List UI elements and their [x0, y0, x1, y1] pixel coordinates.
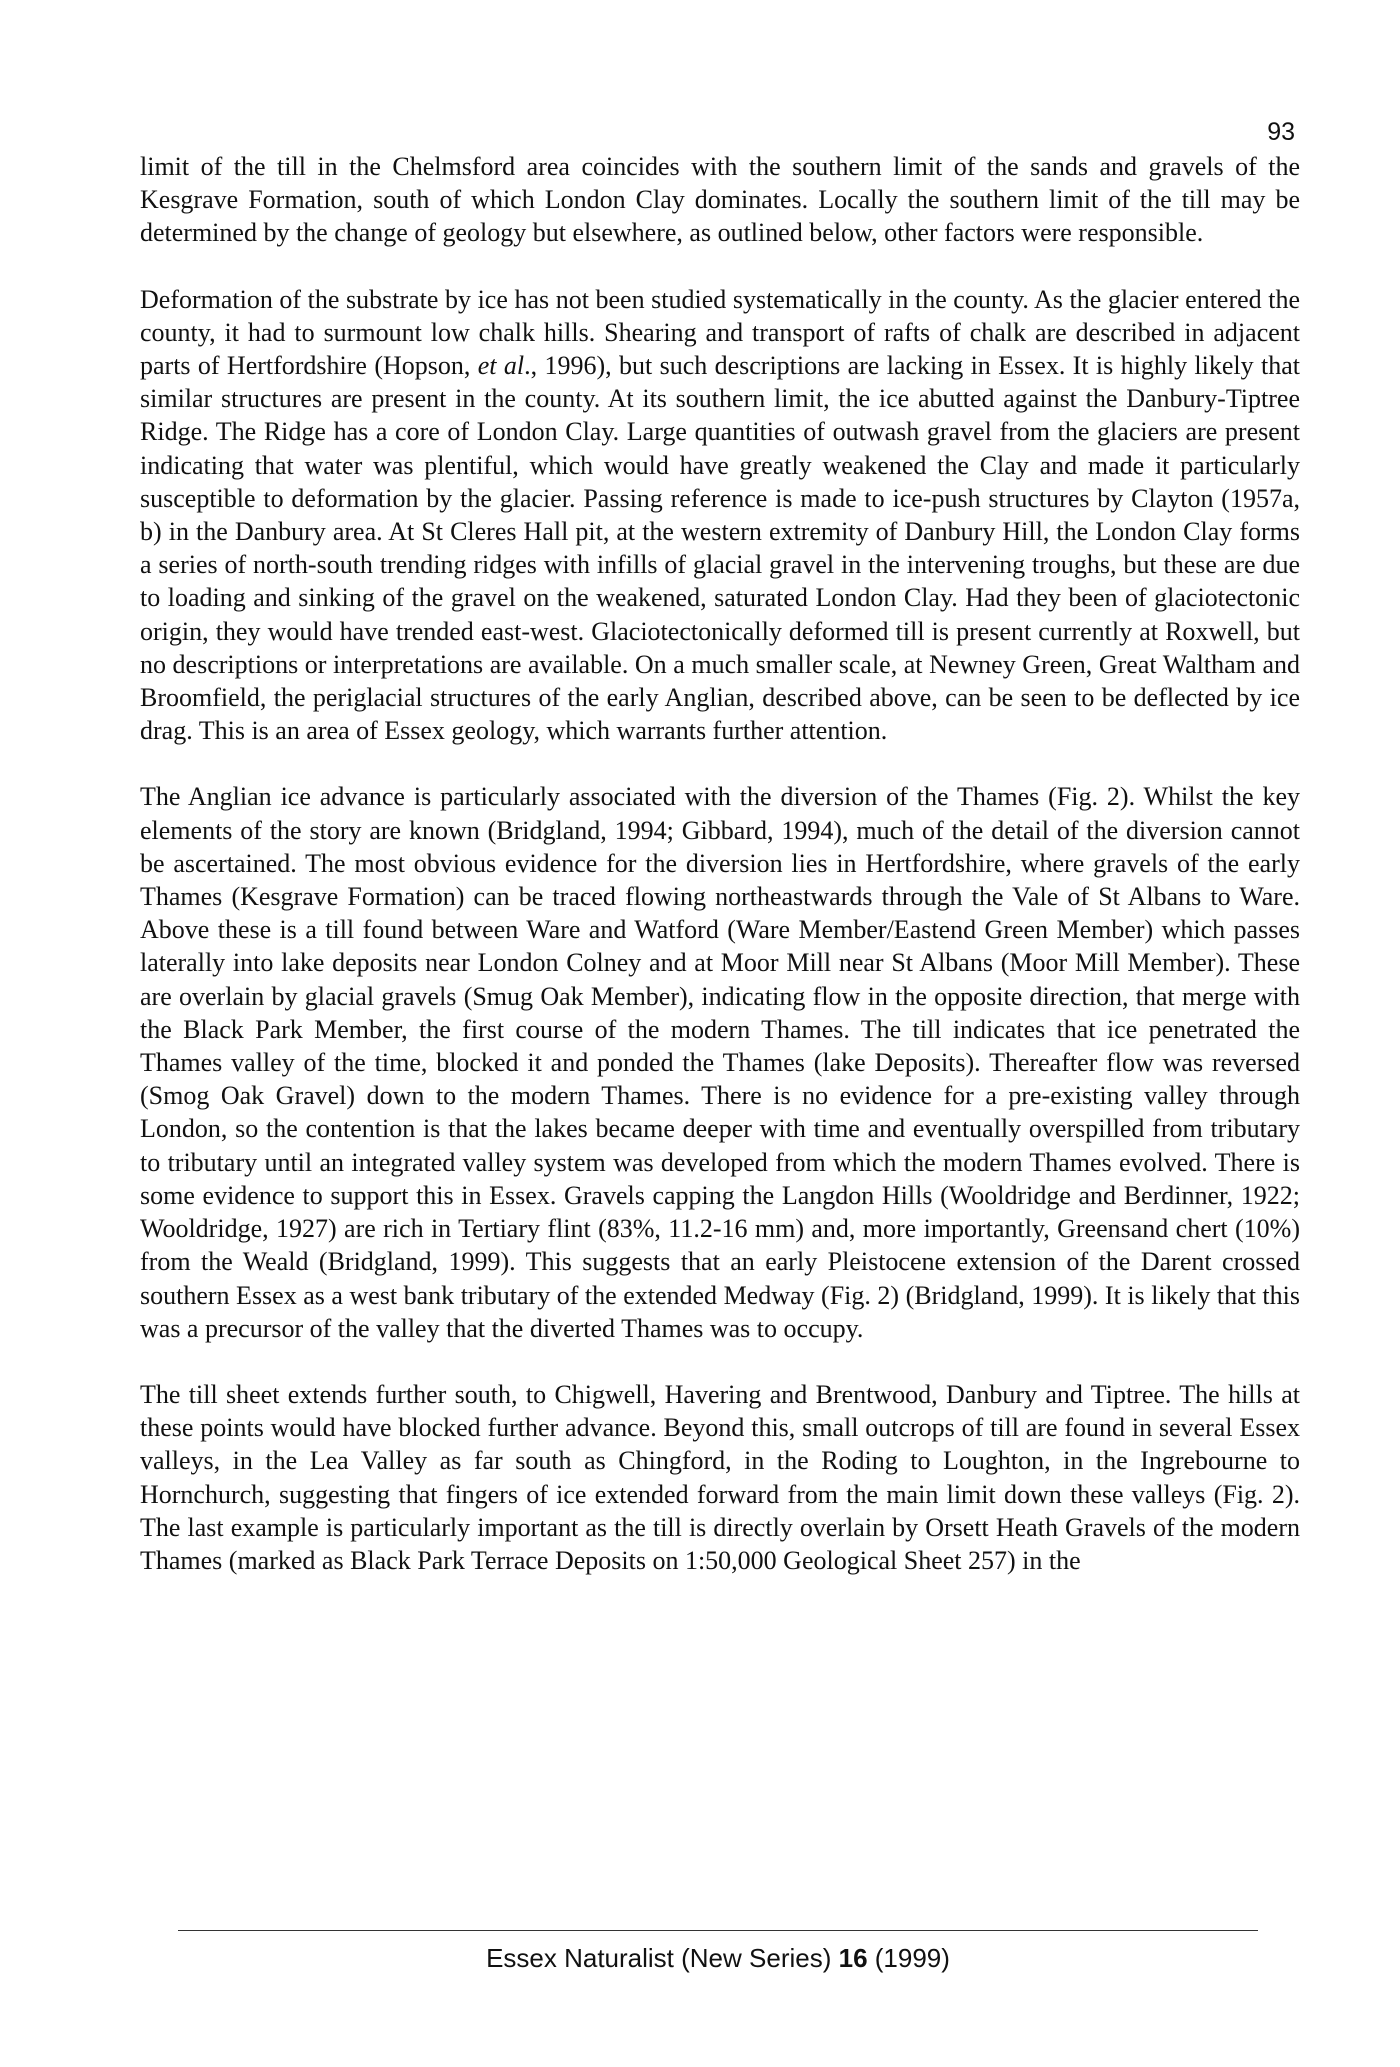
body-text: [140, 150, 1300, 1610]
footer-volume: 16: [838, 1943, 868, 1973]
paragraph: [140, 283, 1300, 748]
paragraph: [140, 780, 1300, 1344]
footer-year: (1999): [867, 1943, 950, 1973]
paragraph-text: limit of the till in the Chelmsford area coincides with the southern limit of the sands and gravels of the Kesgrave Formation, south of which London Clay dominates. Locally the southern limit of the till may be determined by the change of geology but elsewhere, as outlined below, other factors were responsible.: [140, 152, 1300, 248]
paragraph: [140, 150, 1300, 250]
paragraph-italic-text: et al: [477, 351, 525, 381]
page-number: 93: [1267, 118, 1295, 146]
paragraph-text: The Anglian ice advance is particularly associated with the diversion of the Thames (Fig. 2). Whilst the key elements of the story are known (Bridgland, 1994; Gibbard, 1994), much of the detail of the diversion cannot be ascertained. The most obvious evidence for the diversion lies in Hertfordshire, where gravels of the early Thames (Kesgrave Formation) can be traced flowing northeastwards through the Vale of St Albans to Ware. Above these is a till found between Ware and Watford (Ware Member/Eastend Green Member) which passes laterally into lake deposits near London Colney and at Moor Mill near St Albans (Moor Mill Member). These are overlain by glacial gravels (Smug Oak Member), indicating flow in the opposite direction, that merge with the Black Park Member, the first course of the modern Thames. The till indicates that ice penetrated the Thames valley of the time, blocked it and ponded the Thames (lake Deposits). Thereafter flow was reversed (Smog Oak Gravel) down to the modern Thames. There is no evidence for a pre-existing valley through London, so the contention is that the lakes became deeper with time and eventually overspilled from tributary to tributary until an integrated valley system was developed from which the modern Thames evolved. There is some evidence to support this in Essex. Gravels capping the Langdon Hills (Wooldridge and Berdinner, 1922; Wooldridge, 1927) are rich in Tertiary flint (83%, 11.2-16 mm) and, more importantly, Greensand chert (10%) from the Weald (Bridgland, 1999). This suggests that an early Pleistocene extension of the Darent crossed southern Essex as a west bank tributary of the extended Medway (Fig. 2) (Bridgland, 1999). It is likely that this was a precursor of the valley that the diverted Thames was to occupy.: [140, 782, 1300, 1343]
footer-divider: [178, 1930, 1258, 1931]
paragraph-text: ., 1996), but such descriptions are lacking in Essex. It is highly likely that similar structures are present in the county. At its southern limit, the ice abutted against the Danbury-Tiptree Ridge. The Ridge has a core of London Clay. Large quantities of outwash gravel from the glaciers are present indicating that water was plentiful, which would have greatly weakened the Clay and made it particularly susceptible to deformation by the glacier. Passing reference is made to ice-push structures by Clayton (1957a, b) in the Danbury area. At St Cleres Hall pit, at the western extremity of Danbury Hill, the London Clay forms a series of north-south trending ridges with infills of glacial gravel in the intervening troughs, but these are due to loading and sinking of the gravel on the weakened, saturated London Clay. Had they been of glaciotectonic origin, they would have trended east-west. Glaciotectonically deformed till is present currently at Roxwell, but no descriptions or interpretations are available. On a much smaller scale, at Newney Green, Great Waltham and Broomfield, the periglacial structures of the early Anglian, described above, can be seen to be deflected by ice drag. This is an area of Essex geology, which warrants further attention.: [140, 351, 1300, 746]
paragraph: [140, 1378, 1300, 1577]
paragraph-text: The till sheet extends further south, to Chigwell, Havering and Brentwood, Danbury and Tiptree. The hills at these points would have blocked further advance. Beyond this, small outcrops of till are found in several Essex valleys, in the Lea Valley as far south as Chingford, in the Roding to Loughton, in the Ingrebourne to Hornchurch, suggesting that fingers of ice extended forward from the main limit down these valleys (Fig. 2). The last example is particularly important as the till is directly overlain by Orsett Heath Gravels of the modern Thames (marked as Black Park Terrace Deposits on 1:50,000 Geological Sheet 257) in the: [140, 1379, 1300, 1575]
paragraph-text: Deformation of the substrate by ice has not been studied systematically in the county. As the glacier entered the county, it had to surmount low chalk hills. Shearing and transport of rafts of chalk are described in adjacent parts of Hertfordshire (Hopson,: [140, 284, 1300, 381]
page-footer: [0, 1943, 1400, 1974]
footer-journal: Essex Naturalist (New Series): [486, 1943, 839, 1973]
